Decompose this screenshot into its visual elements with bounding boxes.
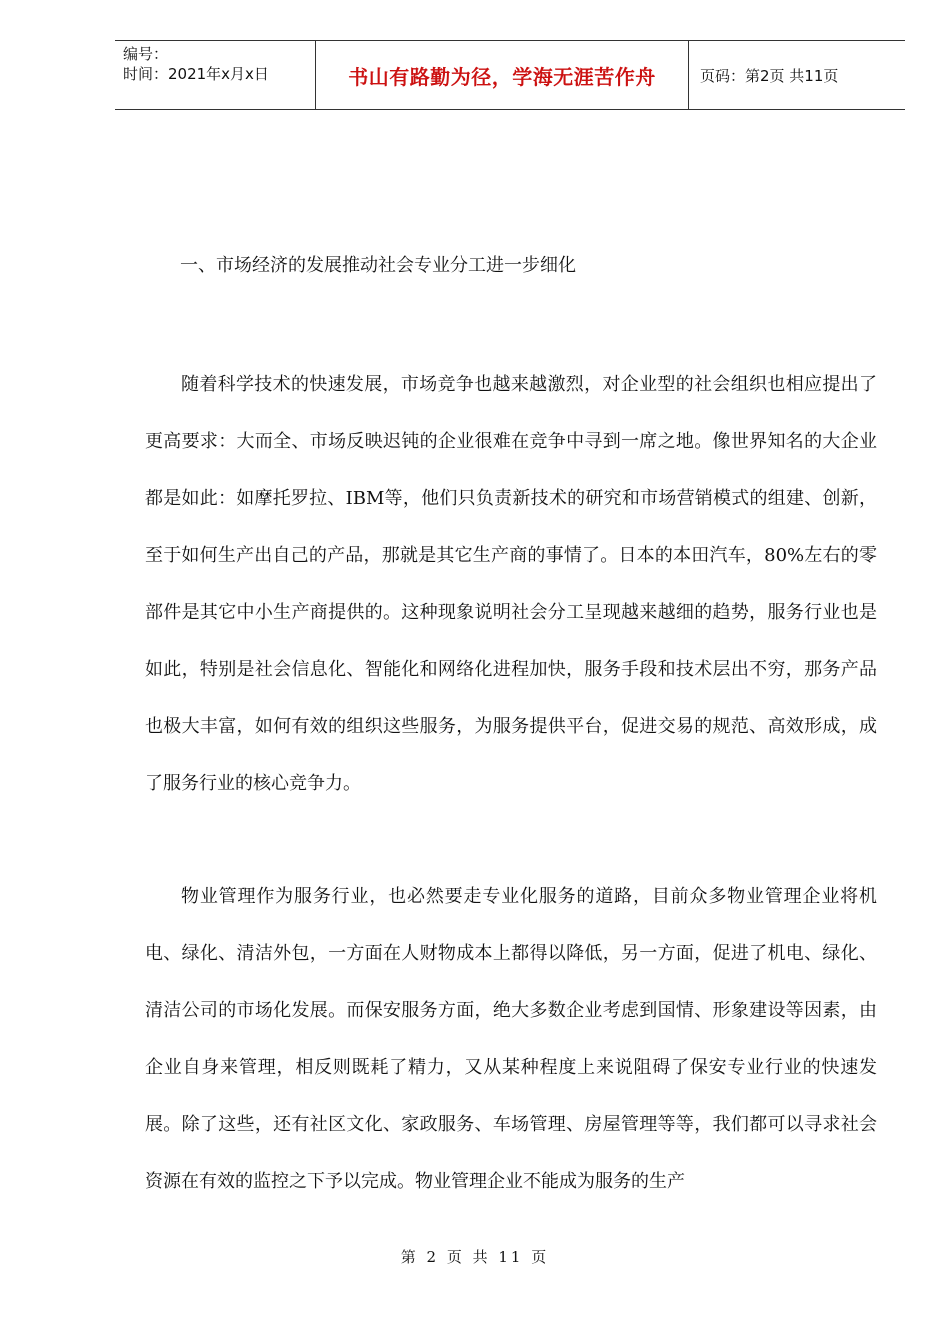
paragraph-1: 随着科学技术的快速发展，市场竞争也越来越激烈，对企业型的社会组织也相应提出了更高要求：大而全、市场反映迟钝的企业很难在竞争中寻到一席之地。像世界知名的大企业都是如此：如摩托罗拉、IBM等，他们只负责新技术的研究和市场营销模式的组建、创新，至于如何生产出自己的产品，那就是其它生产商的事情了。日本的本田汽车，80%左右的零部件是其它中小生产商提供的。这种现象说明社会分工呈现越来越细的趋势，服务行业也是如此，特别是社会信息化、智能化和网络化进程加快，服务手段和技术层出不穷，那务产品也极大丰富，如何有效的组织这些服务，为服务提供平台，促进交易的规范、高效形成，成了服务行业的核心竞争力。 (145, 374, 877, 794)
page-footer: 第 2 页 共 11 页 (400, 1248, 550, 1266)
paragraph-1-container (145, 356, 877, 812)
document-time-label: 时间：2021年x月x日 (123, 65, 269, 83)
page-header (115, 40, 905, 110)
header-page-code: 页码：第2页 共11页 (700, 66, 839, 85)
header-motto-cell (316, 41, 689, 109)
header-page-cell (690, 41, 905, 109)
document-number-label: 编号： (123, 45, 169, 63)
header-motto: 书山有路勤为径，学海无涯苦作舟 (348, 64, 656, 89)
paragraph-2: 物业管理作为服务行业，也必然要走专业化服务的道路，目前众多物业管理企业将机电、绿化、清洁外包，一方面在人财物成本上都得以降低，另一方面，促进了机电、绿化、清洁公司的市场化发展。而保安服务方面，绝大多数企业考虑到国情、形象建设等因素，由企业自身来管理，相反则既耗了精力，又从某种程度上来说阻碍了保安专业行业的快速发展。除了这些，还有社区文化、家政服务、车场管理、房屋管理等等，我们都可以寻求社会资源在有效的监控之下予以完成。物业管理企业不能成为服务的生产 (145, 886, 877, 1192)
paragraph-2-container (145, 868, 877, 1210)
section-heading: 一、市场经济的发展推动社会专业分工进一步细化 (180, 255, 576, 276)
header-meta-cell (115, 41, 316, 109)
